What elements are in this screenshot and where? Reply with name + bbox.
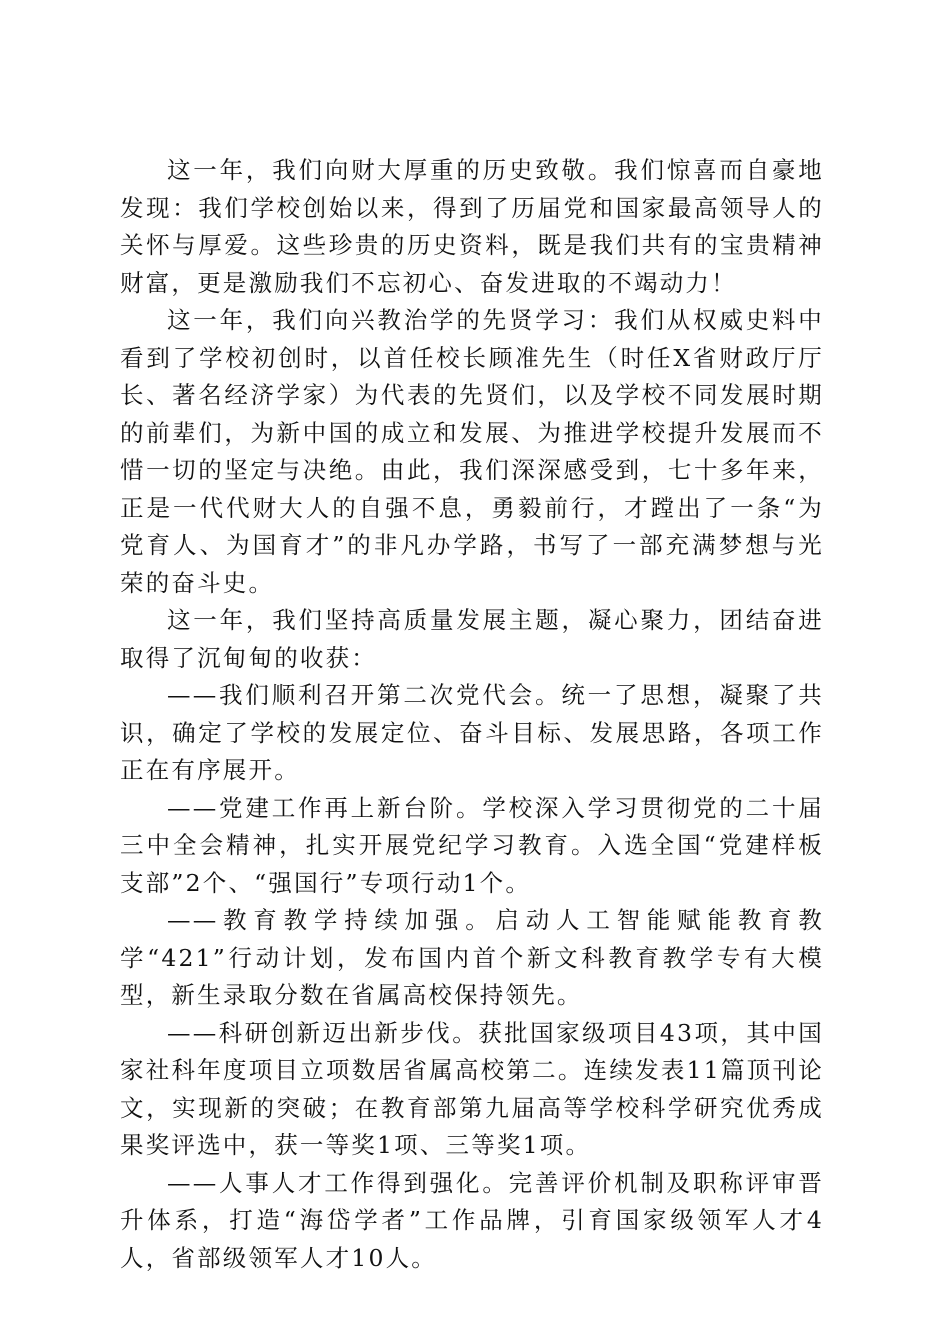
paragraph-research-innovation: ——科研创新迈出新步伐。获批国家级项目43项，其中国家社科年度项目立项数居省属高校第二。连续发表11篇顶刊论文，实现新的突破；在教育部第九届高等学校科学研究优秀成果奖评选中，获一等奖1项、三等奖1项。 [120, 1018, 824, 1159]
paragraph-learning-predecessors: 这一年，我们向兴教治学的先贤学习：我们从权威史料中看到了学校初创时，以首任校长顾准先生（时任X省财政厅厅长、著名经济学家）为代表的先贤们，以及学校不同发展时期的前辈们，为新中国的成立和发展、为推进学校提升发展而不惜一切的坚定与决绝。由此，我们深深感受到，七十多年来，正是一代代财大人的自强不息，勇毅前行，才蹚出了一条“为党育人、为国育才”的非凡办学路，书写了一部充满梦想与光荣的奋斗史。 [120, 306, 824, 597]
paragraph-education-teaching: ——教育教学持续加强。启动人工智能赋能教育教学“421”行动计划，发布国内首个新文科教育教学专有大模型，新生录取分数在省属高校保持领先。 [120, 906, 824, 1009]
paragraph-party-congress: ——我们顺利召开第二次党代会。统一了思想，凝聚了共识，确定了学校的发展定位、奋斗目标、发展思路，各项工作正在有序展开。 [120, 681, 824, 784]
paragraph-party-building: ——党建工作再上新台阶。学校深入学习贯彻党的二十届三中全会精神，扎实开展党纪学习教育。入选全国“党建样板支部”2个、“强国行”专项行动1个。 [120, 793, 824, 897]
document-body [120, 152, 824, 1277]
paragraph-history-tribute: 这一年，我们向财大厚重的历史致敬。我们惊喜而自豪地发现：我们学校创始以来，得到了历届党和国家最高领导人的关怀与厚爱。这些珍贵的历史资料，既是我们共有的宝贵精神财富，更是激励我们不忘初心、奋发进取的不竭动力！ [120, 156, 824, 297]
paragraph-achievements-intro: 这一年，我们坚持高质量发展主题，凝心聚力，团结奋进取得了沉甸甸的收获： [120, 606, 824, 672]
paragraph-personnel-talent: ——人事人才工作得到强化。完善评价机制及职称评审晋升体系，打造“海岱学者”工作品牌，引育国家级领军人才4人，省部级领军人才10人。 [120, 1168, 824, 1272]
